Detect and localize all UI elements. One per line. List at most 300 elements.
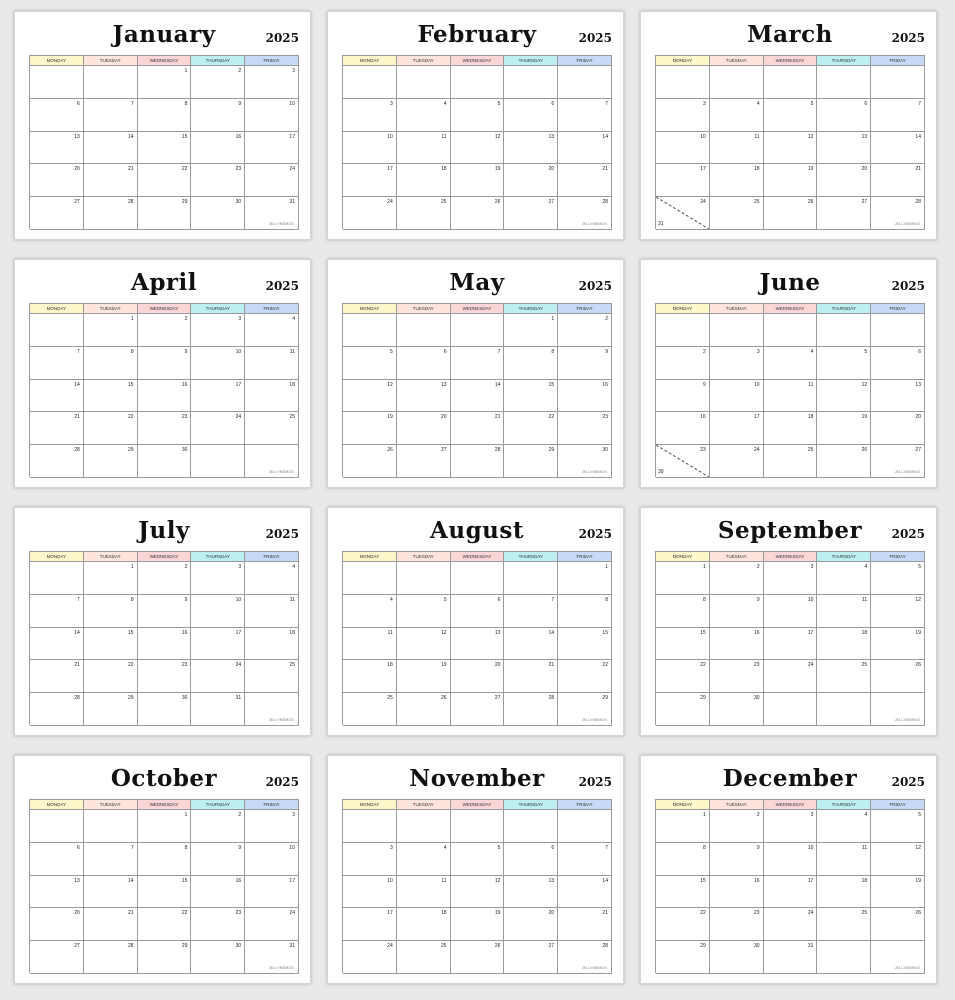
- day-cell[interactable]: [817, 412, 871, 445]
- day-cell[interactable]: [84, 197, 138, 230]
- day-cell[interactable]: [558, 908, 612, 941]
- day-cell[interactable]: [504, 197, 558, 230]
- day-cell[interactable]: [397, 164, 451, 197]
- month-title: April: [130, 269, 198, 296]
- day-cell[interactable]: [397, 595, 451, 628]
- day-cell[interactable]: [343, 197, 397, 230]
- day-cell[interactable]: [710, 660, 764, 693]
- day-cell[interactable]: [343, 660, 397, 693]
- day-cell[interactable]: [30, 876, 84, 909]
- day-cell[interactable]: [191, 941, 245, 974]
- day-cell[interactable]: [138, 380, 192, 413]
- day-cell[interactable]: [343, 908, 397, 941]
- day-cell[interactable]: [343, 562, 397, 595]
- day-cell[interactable]: [656, 876, 710, 909]
- day-cell[interactable]: [871, 908, 925, 941]
- day-number: 26: [494, 199, 501, 206]
- day-cell[interactable]: [397, 314, 451, 347]
- day-cell[interactable]: [764, 164, 818, 197]
- day-cell[interactable]: [30, 380, 84, 413]
- day-cell[interactable]: [504, 132, 558, 165]
- day-cell[interactable]: [871, 132, 925, 165]
- day-cell[interactable]: [656, 314, 710, 347]
- day-cell[interactable]: [656, 941, 710, 974]
- day-cell[interactable]: [710, 314, 764, 347]
- day-cell[interactable]: [397, 908, 451, 941]
- day-cell[interactable]: [504, 314, 558, 347]
- day-cell[interactable]: [191, 164, 245, 197]
- day-cell[interactable]: [84, 908, 138, 941]
- day-cell[interactable]: [817, 445, 871, 478]
- day-cell[interactable]: [30, 197, 84, 230]
- day-cell[interactable]: [656, 693, 710, 726]
- day-cell[interactable]: [84, 412, 138, 445]
- day-cell[interactable]: [871, 66, 925, 99]
- day-cell[interactable]: [138, 876, 192, 909]
- day-cell[interactable]: [764, 660, 818, 693]
- day-cell[interactable]: [871, 595, 925, 628]
- day-cell[interactable]: [817, 843, 871, 876]
- day-cell[interactable]: [397, 445, 451, 478]
- day-cell[interactable]: [84, 66, 138, 99]
- day-cell[interactable]: [817, 380, 871, 413]
- day-cell[interactable]: [764, 628, 818, 661]
- day-cell[interactable]: [451, 876, 505, 909]
- day-cell[interactable]: [343, 843, 397, 876]
- day-cell[interactable]: [710, 628, 764, 661]
- day-cell[interactable]: [191, 412, 245, 445]
- day-cell[interactable]: [138, 132, 192, 165]
- day-cell[interactable]: [504, 99, 558, 132]
- day-cell[interactable]: [656, 445, 710, 478]
- day-cell[interactable]: [138, 66, 192, 99]
- day-cell[interactable]: [397, 197, 451, 230]
- day-cell[interactable]: [764, 197, 818, 230]
- day-cell[interactable]: [84, 347, 138, 380]
- day-cell[interactable]: [397, 66, 451, 99]
- day-cell[interactable]: [558, 660, 612, 693]
- day-cell[interactable]: [764, 843, 818, 876]
- day-cell[interactable]: [817, 908, 871, 941]
- day-cell[interactable]: [138, 660, 192, 693]
- day-cell[interactable]: [817, 164, 871, 197]
- day-cell[interactable]: [343, 595, 397, 628]
- day-cell[interactable]: [656, 908, 710, 941]
- day-cell[interactable]: [84, 628, 138, 661]
- day-cell[interactable]: [504, 66, 558, 99]
- day-cell[interactable]: [138, 412, 192, 445]
- day-cell[interactable]: [451, 810, 505, 843]
- day-cell[interactable]: [558, 66, 612, 99]
- week-row: [343, 843, 612, 876]
- day-cell[interactable]: [656, 132, 710, 165]
- day-cell[interactable]: [84, 445, 138, 478]
- day-cell[interactable]: [397, 562, 451, 595]
- day-cell[interactable]: [817, 628, 871, 661]
- day-cell[interactable]: [710, 132, 764, 165]
- day-cell[interactable]: [84, 693, 138, 726]
- day-cell[interactable]: [397, 347, 451, 380]
- day-cell[interactable]: [871, 810, 925, 843]
- day-cell[interactable]: [558, 876, 612, 909]
- day-cell[interactable]: [343, 347, 397, 380]
- day-cell[interactable]: [451, 197, 505, 230]
- day-cell[interactable]: [558, 595, 612, 628]
- day-cell[interactable]: [871, 314, 925, 347]
- day-cell[interactable]: [138, 164, 192, 197]
- day-cell[interactable]: [504, 810, 558, 843]
- day-cell[interactable]: [84, 843, 138, 876]
- day-cell[interactable]: [504, 164, 558, 197]
- day-cell[interactable]: [764, 412, 818, 445]
- day-cell[interactable]: [710, 693, 764, 726]
- day-cell[interactable]: [817, 660, 871, 693]
- day-cell[interactable]: [30, 132, 84, 165]
- day-cell[interactable]: [191, 843, 245, 876]
- day-cell[interactable]: [138, 941, 192, 974]
- day-cell[interactable]: [138, 810, 192, 843]
- day-cell[interactable]: [451, 908, 505, 941]
- day-cell[interactable]: [84, 164, 138, 197]
- day-cell[interactable]: [30, 628, 84, 661]
- day-number: 14: [74, 381, 80, 388]
- day-cell[interactable]: [817, 347, 871, 380]
- day-cell[interactable]: [871, 99, 925, 132]
- day-cell[interactable]: [764, 810, 818, 843]
- day-cell[interactable]: [343, 66, 397, 99]
- day-cell[interactable]: [764, 99, 818, 132]
- day-cell[interactable]: [191, 445, 245, 478]
- day-cell[interactable]: [764, 380, 818, 413]
- day-cell[interactable]: [504, 908, 558, 941]
- day-cell[interactable]: [710, 380, 764, 413]
- day-cell[interactable]: [504, 562, 558, 595]
- day-cell[interactable]: [397, 412, 451, 445]
- day-cell[interactable]: [504, 660, 558, 693]
- day-cell[interactable]: [656, 843, 710, 876]
- day-cell[interactable]: [30, 412, 84, 445]
- day-cell[interactable]: [451, 380, 505, 413]
- day-cell[interactable]: [710, 941, 764, 974]
- day-cell[interactable]: [764, 562, 818, 595]
- day-cell[interactable]: [397, 380, 451, 413]
- day-cell[interactable]: [245, 314, 299, 347]
- day-cell[interactable]: [558, 412, 612, 445]
- day-cell[interactable]: [656, 595, 710, 628]
- day-cell[interactable]: [504, 628, 558, 661]
- day-cell[interactable]: [817, 99, 871, 132]
- day-cell[interactable]: [343, 445, 397, 478]
- day-cell[interactable]: [397, 843, 451, 876]
- day-cell[interactable]: [451, 628, 505, 661]
- day-cell[interactable]: [817, 941, 871, 974]
- day-cell[interactable]: [871, 876, 925, 909]
- day-cell[interactable]: [710, 412, 764, 445]
- day-cell[interactable]: [871, 412, 925, 445]
- day-cell[interactable]: [343, 314, 397, 347]
- day-cell[interactable]: [245, 908, 299, 941]
- day-cell[interactable]: [245, 99, 299, 132]
- day-cell[interactable]: [30, 164, 84, 197]
- day-cell[interactable]: [397, 660, 451, 693]
- day-cell[interactable]: [871, 380, 925, 413]
- day-cell[interactable]: [504, 693, 558, 726]
- day-cell[interactable]: [30, 595, 84, 628]
- day-cell[interactable]: [710, 595, 764, 628]
- day-cell[interactable]: [656, 347, 710, 380]
- day-cell[interactable]: [138, 314, 192, 347]
- day-cell[interactable]: [558, 99, 612, 132]
- day-cell[interactable]: [30, 347, 84, 380]
- day-cell[interactable]: [710, 164, 764, 197]
- day-cell[interactable]: [191, 380, 245, 413]
- day-number: 29: [548, 447, 555, 454]
- day-cell[interactable]: [30, 810, 84, 843]
- day-cell[interactable]: [817, 693, 871, 726]
- day-cell[interactable]: [245, 380, 299, 413]
- day-cell[interactable]: [656, 99, 710, 132]
- day-cell[interactable]: [871, 562, 925, 595]
- day-cell[interactable]: [656, 66, 710, 99]
- day-cell[interactable]: [30, 66, 84, 99]
- day-cell[interactable]: [817, 810, 871, 843]
- day-cell[interactable]: [710, 843, 764, 876]
- day-cell[interactable]: [871, 164, 925, 197]
- day-cell[interactable]: [138, 908, 192, 941]
- day-cell[interactable]: [191, 628, 245, 661]
- day-cell[interactable]: [656, 810, 710, 843]
- day-cell[interactable]: [558, 380, 612, 413]
- day-cell[interactable]: [397, 810, 451, 843]
- day-cell[interactable]: [817, 595, 871, 628]
- day-cell[interactable]: [871, 347, 925, 380]
- day-cell[interactable]: [504, 412, 558, 445]
- day-cell[interactable]: [138, 843, 192, 876]
- day-cell[interactable]: [343, 132, 397, 165]
- day-cell[interactable]: [558, 314, 612, 347]
- day-cell[interactable]: [84, 810, 138, 843]
- day-cell[interactable]: [710, 197, 764, 230]
- day-cell[interactable]: [764, 876, 818, 909]
- day-cell[interactable]: [504, 843, 558, 876]
- day-cell[interactable]: [451, 843, 505, 876]
- day-cell[interactable]: [191, 99, 245, 132]
- day-cell[interactable]: [656, 628, 710, 661]
- day-cell[interactable]: [710, 347, 764, 380]
- day-cell[interactable]: [710, 876, 764, 909]
- day-cell[interactable]: [84, 132, 138, 165]
- day-cell[interactable]: [138, 445, 192, 478]
- day-cell[interactable]: [451, 941, 505, 974]
- day-cell[interactable]: [191, 660, 245, 693]
- day-cell[interactable]: [30, 314, 84, 347]
- day-cell[interactable]: [191, 810, 245, 843]
- day-cell[interactable]: [245, 66, 299, 99]
- day-cell[interactable]: [343, 99, 397, 132]
- weekday-header-tuesday: TUESDAY: [397, 552, 451, 562]
- day-cell[interactable]: [710, 445, 764, 478]
- day-cell[interactable]: [138, 197, 192, 230]
- day-cell[interactable]: [138, 693, 192, 726]
- day-cell[interactable]: [656, 562, 710, 595]
- day-number: 3: [238, 564, 242, 570]
- day-cell[interactable]: [504, 876, 558, 909]
- day-cell[interactable]: [504, 380, 558, 413]
- day-cell[interactable]: [656, 412, 710, 445]
- day-cell[interactable]: [710, 562, 764, 595]
- day-cell[interactable]: [451, 693, 505, 726]
- day-cell[interactable]: [191, 314, 245, 347]
- day-cell[interactable]: [504, 595, 558, 628]
- day-cell[interactable]: [397, 628, 451, 661]
- day-cell[interactable]: [451, 314, 505, 347]
- day-cell[interactable]: [710, 908, 764, 941]
- day-number: 20: [861, 166, 868, 173]
- day-cell[interactable]: [504, 941, 558, 974]
- day-cell[interactable]: [451, 347, 505, 380]
- day-cell[interactable]: [710, 810, 764, 843]
- day-cell[interactable]: [191, 66, 245, 99]
- week-row: [343, 347, 612, 380]
- day-cell[interactable]: [817, 314, 871, 347]
- day-cell[interactable]: [656, 660, 710, 693]
- day-cell[interactable]: [30, 562, 84, 595]
- day-cell[interactable]: [245, 810, 299, 843]
- day-cell[interactable]: [451, 445, 505, 478]
- day-cell[interactable]: [245, 412, 299, 445]
- day-cell[interactable]: [558, 164, 612, 197]
- day-cell[interactable]: [30, 445, 84, 478]
- day-cell[interactable]: [138, 347, 192, 380]
- day-cell[interactable]: [30, 908, 84, 941]
- day-cell[interactable]: [343, 693, 397, 726]
- day-cell[interactable]: [138, 595, 192, 628]
- day-cell[interactable]: [710, 99, 764, 132]
- day-cell[interactable]: [84, 99, 138, 132]
- day-cell[interactable]: [191, 132, 245, 165]
- day-cell[interactable]: [451, 562, 505, 595]
- day-cell[interactable]: [84, 562, 138, 595]
- day-cell[interactable]: [558, 810, 612, 843]
- day-cell[interactable]: [84, 314, 138, 347]
- day-cell[interactable]: [817, 197, 871, 230]
- day-cell[interactable]: [764, 66, 818, 99]
- day-cell[interactable]: [30, 843, 84, 876]
- day-cell[interactable]: [245, 843, 299, 876]
- day-cell[interactable]: [138, 628, 192, 661]
- day-cell[interactable]: [191, 693, 245, 726]
- day-cell[interactable]: [871, 628, 925, 661]
- day-cell[interactable]: [656, 380, 710, 413]
- day-cell[interactable]: [138, 99, 192, 132]
- day-cell[interactable]: [343, 810, 397, 843]
- month-sheet-march: [640, 11, 937, 240]
- day-cell[interactable]: [710, 66, 764, 99]
- day-number: 7: [77, 596, 80, 603]
- day-cell[interactable]: [191, 347, 245, 380]
- day-cell[interactable]: [84, 941, 138, 974]
- day-cell[interactable]: [191, 197, 245, 230]
- day-cell[interactable]: [245, 876, 299, 909]
- day-cell[interactable]: [451, 412, 505, 445]
- day-cell[interactable]: [451, 66, 505, 99]
- day-cell[interactable]: [451, 164, 505, 197]
- day-cell[interactable]: [84, 595, 138, 628]
- day-cell[interactable]: [245, 164, 299, 197]
- day-cell[interactable]: [764, 693, 818, 726]
- day-cell[interactable]: [764, 908, 818, 941]
- weekday-header-row: [343, 552, 612, 562]
- day-cell[interactable]: [451, 595, 505, 628]
- day-cell[interactable]: [558, 347, 612, 380]
- day-cell[interactable]: [138, 562, 192, 595]
- day-cell[interactable]: [343, 876, 397, 909]
- day-cell[interactable]: [504, 347, 558, 380]
- day-cell[interactable]: [558, 562, 612, 595]
- day-cell[interactable]: [397, 941, 451, 974]
- day-cell[interactable]: [397, 99, 451, 132]
- day-cell[interactable]: [764, 445, 818, 478]
- day-cell[interactable]: [245, 628, 299, 661]
- day-cell[interactable]: [191, 562, 245, 595]
- day-cell[interactable]: [343, 628, 397, 661]
- day-cell[interactable]: [191, 595, 245, 628]
- day-cell[interactable]: [451, 99, 505, 132]
- day-cell[interactable]: [558, 628, 612, 661]
- day-cell[interactable]: [764, 347, 818, 380]
- day-cell[interactable]: [343, 941, 397, 974]
- day-cell[interactable]: [871, 660, 925, 693]
- day-cell[interactable]: [558, 843, 612, 876]
- day-cell[interactable]: [764, 132, 818, 165]
- day-cell[interactable]: [656, 197, 710, 230]
- day-cell[interactable]: [191, 908, 245, 941]
- day-cell[interactable]: [764, 314, 818, 347]
- day-cell[interactable]: [451, 132, 505, 165]
- day-cell[interactable]: [817, 132, 871, 165]
- day-cell[interactable]: [245, 595, 299, 628]
- day-cell[interactable]: [558, 132, 612, 165]
- day-cell[interactable]: [343, 164, 397, 197]
- day-cell[interactable]: [245, 132, 299, 165]
- day-cell[interactable]: [30, 660, 84, 693]
- day-cell[interactable]: [451, 660, 505, 693]
- day-cell[interactable]: [30, 693, 84, 726]
- day-cell[interactable]: [245, 660, 299, 693]
- day-cell[interactable]: [871, 843, 925, 876]
- day-cell[interactable]: [30, 99, 84, 132]
- day-cell[interactable]: [764, 595, 818, 628]
- day-cell[interactable]: [764, 941, 818, 974]
- day-cell[interactable]: [656, 164, 710, 197]
- day-cell[interactable]: [84, 876, 138, 909]
- day-cell[interactable]: [817, 66, 871, 99]
- day-cell[interactable]: [30, 941, 84, 974]
- day-cell[interactable]: [343, 412, 397, 445]
- day-cell[interactable]: [397, 693, 451, 726]
- day-cell[interactable]: [245, 347, 299, 380]
- day-cell[interactable]: [343, 380, 397, 413]
- day-cell[interactable]: [191, 876, 245, 909]
- day-cell[interactable]: [397, 132, 451, 165]
- day-cell[interactable]: [817, 562, 871, 595]
- day-cell[interactable]: [504, 445, 558, 478]
- day-cell[interactable]: [245, 562, 299, 595]
- day-cell[interactable]: [397, 876, 451, 909]
- day-cell[interactable]: [84, 380, 138, 413]
- day-cell[interactable]: [84, 660, 138, 693]
- day-cell[interactable]: [817, 876, 871, 909]
